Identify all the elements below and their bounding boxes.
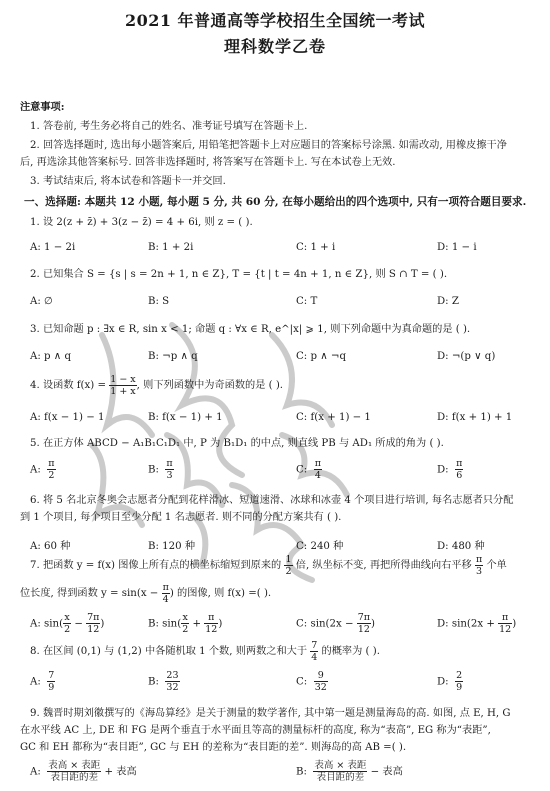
question-6-stem: 到 1 个项目, 每个项目至少分配 1 名志愿者. 则不同的分配方案共有 ( ). — [20, 512, 342, 523]
fraction-numerator: π — [166, 458, 173, 469]
option-fraction — [204, 612, 218, 635]
fraction-denominator: 9 — [48, 682, 55, 693]
question-4-option-b[interactable]: B: f(x − 1) + 1 — [148, 412, 223, 423]
option-text: ) — [218, 618, 223, 630]
option-text: C: sin(2x − — [296, 618, 357, 630]
question-1-stem: 1. 设 2(z + z̄) + 3(z − z̄) = 4 + 6i, 则 z = ( ). — [30, 217, 253, 228]
option-fraction — [455, 670, 463, 693]
stem-fraction — [284, 554, 292, 577]
option-text: ) — [371, 618, 376, 630]
option-text: + 表高 — [101, 766, 137, 778]
question-8-option-d[interactable] — [437, 670, 463, 693]
question-1-option-a[interactable]: A: 1 − 2i — [30, 242, 76, 253]
question-4-fraction — [109, 374, 136, 397]
question-2-option-d[interactable]: D: Z — [437, 296, 459, 307]
question-7-option-d[interactable] — [437, 612, 516, 635]
option-label: B: — [296, 766, 307, 778]
fraction-denominator: 6 — [456, 470, 463, 481]
option-fraction — [47, 458, 55, 481]
question-9-stem: GC 和 EH 都称为“表目距”, GC 与 EH 的差称为“表目距的差”. 则海岛的高 AB =( ). — [20, 742, 407, 753]
option-fraction — [165, 670, 179, 693]
question-7-stem-line1 — [30, 552, 507, 580]
stem-fraction — [475, 554, 483, 577]
section-heading: 一、选择题: 本题共 12 小题, 每小题 5 分, 共 60 分, 在每小题给出的四个选项中, 只有一项符合题目要求. — [24, 196, 527, 208]
fraction-numerator: x — [64, 612, 70, 623]
fraction-numerator: π — [162, 581, 169, 593]
option-text: D: sin(2x + — [437, 618, 499, 630]
question-3-option-b[interactable]: B: ¬p ∧ q — [148, 351, 198, 362]
option-fraction — [47, 670, 55, 693]
stem-text: ) 的图像, 则 f(x) =( ). — [169, 588, 272, 599]
stem-fraction — [162, 582, 170, 605]
option-fraction — [47, 760, 101, 783]
question-4-stem-post: , 则下列函数中为奇函数的是 ( ). — [136, 380, 284, 391]
question-8-option-c[interactable] — [296, 670, 328, 693]
fraction-numerator: 2 — [456, 670, 463, 681]
stem-text: 7. 把函数 y = f(x) 图像上所有点的横坐标缩短到原来的 — [30, 560, 285, 571]
fraction-denominator: 2 — [64, 624, 71, 635]
notice-heading: 注意事项: — [20, 101, 65, 113]
fraction-denominator: 12 — [499, 624, 512, 635]
question-3-option-d[interactable]: D: ¬(p ∨ q) — [437, 351, 496, 362]
fraction-numerator: π — [204, 612, 218, 624]
fraction-denominator: 32 — [166, 682, 179, 693]
question-8-option-a[interactable] — [30, 670, 55, 693]
question-3-stem: 3. 已知命题 p : ∃x ∈ R, sin x < 1; 命题 q : ∀x ∈ R, e^|x| ⩾ 1, 则下列命题中为真命题的是 ( ). — [30, 324, 471, 335]
fraction-numerator: π — [48, 458, 55, 469]
option-label: B: — [148, 464, 159, 476]
option-fraction — [63, 612, 71, 635]
option-label: B: — [148, 676, 159, 688]
fraction-denominator: 4 — [162, 593, 169, 605]
question-5-stem: 5. 在正方体 ABCD − A₁B₁C₁D₁ 中, P 为 B₁D₁ 的中点, 则直线 PB 与 AD₁ 所成的角为 ( ). — [30, 438, 444, 449]
fraction-numerator: 9 — [314, 670, 328, 682]
question-1-option-d[interactable]: D: 1 − i — [437, 242, 477, 253]
question-9-stem: 9. 魏晋时期刘徽撰写的《海岛算经》是关于测量的数学著作, 其中第一题是测量海岛的高. 如图, 点 E, H, G — [30, 708, 511, 719]
fraction-numerator: 7π — [357, 612, 371, 623]
question-1-option-b[interactable]: B: 1 + 2i — [148, 242, 194, 253]
question-6-option-a[interactable]: A: 60 种 — [30, 541, 71, 552]
fraction-numerator: 表高 × 表距 — [314, 760, 367, 771]
notice-item: 1. 答卷前, 考生务必将自己的姓名、准考证号填写在答题卡上. — [30, 121, 308, 132]
option-text: B: sin( — [148, 618, 182, 630]
fraction-numerator: π — [456, 458, 463, 469]
fraction-denominator: 表目距的差 — [50, 772, 99, 783]
fraction-numerator: π — [314, 458, 321, 469]
option-text: A: sin( — [30, 618, 64, 630]
stem-text: 位长度, 得到函数 y = sin(x − — [20, 588, 162, 599]
option-text: − 表高 — [367, 766, 403, 778]
fraction-numerator: 7π — [87, 612, 100, 623]
option-text: − — [71, 618, 87, 630]
option-label: D: — [437, 464, 449, 476]
fraction-denominator: 2 — [182, 624, 189, 635]
option-fraction — [357, 612, 371, 635]
exam-title: 2021 年普通高等学校招生全国统一考试 — [124, 11, 426, 30]
question-6-option-c[interactable]: C: 240 种 — [296, 541, 344, 552]
question-4-option-d[interactable]: D: f(x + 1) + 1 — [437, 412, 513, 423]
option-label: C: — [296, 464, 308, 476]
fraction-denominator: 4 — [314, 470, 321, 481]
option-fraction — [314, 670, 328, 693]
stem-text: 的概率为 ( ). — [318, 646, 380, 657]
fraction-denominator: 1 + x — [110, 385, 136, 397]
fraction-denominator: 2 — [48, 470, 55, 481]
question-2-option-a[interactable]: A: ∅ — [30, 296, 53, 307]
option-label: C: — [296, 676, 308, 688]
question-5-option-d[interactable] — [437, 458, 463, 481]
fraction-denominator: 9 — [456, 682, 463, 693]
question-9-option-a[interactable] — [30, 760, 137, 783]
fraction-numerator: π — [475, 553, 483, 565]
question-9-option-b[interactable] — [296, 760, 403, 783]
question-4-option-c[interactable]: C: f(x + 1) − 1 — [296, 412, 371, 423]
option-label: A: — [30, 464, 41, 476]
question-7-option-c[interactable] — [296, 612, 375, 635]
option-fraction — [165, 458, 173, 481]
fraction-denominator: 2 — [285, 565, 292, 577]
fraction-denominator: 表目距的差 — [316, 772, 365, 783]
fraction-numerator: 7 — [311, 639, 318, 651]
question-2-option-b[interactable]: B: S — [148, 296, 170, 307]
option-fraction — [314, 458, 322, 481]
option-fraction — [498, 612, 512, 635]
option-fraction — [86, 612, 100, 635]
question-7-option-b[interactable] — [148, 612, 222, 635]
fraction-numerator: 7 — [48, 670, 55, 681]
question-8-stem — [30, 638, 380, 666]
question-5-option-b[interactable] — [148, 458, 174, 481]
option-fraction — [455, 458, 463, 481]
notice-item: 后, 再选涂其他答案标号. 回答非选择题时, 将答案写在答题卡上. 写在本试卷上无效. — [20, 157, 396, 168]
question-6-option-d[interactable]: D: 480 种 — [437, 541, 485, 552]
question-5-option-c[interactable] — [296, 458, 322, 481]
notice-item: 2. 回答选择题时, 选出每小题答案后, 用铅笔把答题卡上对应题目的答案标号涂黑. 如需改动, 用橡皮擦干净 — [30, 140, 507, 151]
fraction-denominator: 12 — [357, 624, 370, 635]
fraction-denominator: 3 — [166, 470, 173, 481]
option-text: + — [189, 618, 205, 630]
option-fraction — [313, 760, 367, 783]
fraction-denominator: 4 — [311, 651, 318, 663]
option-text: ) — [100, 618, 105, 630]
question-3-option-c[interactable]: C: p ∧ ¬q — [296, 351, 346, 362]
notice-item: 3. 考试结束后, 将本试卷和答题卡一并交回. — [30, 176, 226, 187]
fraction-numerator: π — [498, 612, 512, 624]
fraction-denominator: 3 — [476, 565, 483, 577]
fraction-numerator: x — [182, 612, 188, 623]
fraction-numerator: 1 − x — [110, 373, 136, 385]
fraction-numerator: 表高 × 表距 — [48, 760, 101, 771]
question-2-option-c[interactable]: C: T — [296, 296, 318, 307]
question-4-stem — [30, 372, 283, 400]
question-1-option-c[interactable]: C: 1 + i — [296, 242, 336, 253]
question-4-option-a[interactable]: A: f(x − 1) − 1 — [30, 412, 105, 423]
question-6-option-b[interactable]: B: 120 种 — [148, 541, 196, 552]
question-6-stem: 6. 将 5 名北京冬奥会志愿者分配到花样滑冰、短道速滑、冰球和冰壶 4 个项目进行培训, 每名志愿者只分配 — [30, 495, 514, 506]
stem-text: 倍, 纵坐标不变, 再把所得曲线向右平移 — [292, 560, 475, 571]
question-3-option-a[interactable]: A: p ∧ q — [30, 351, 72, 362]
fraction-numerator: 23 — [166, 670, 179, 681]
option-label: A: — [30, 766, 41, 778]
question-4-stem-pre: 4. 设函数 f(x) = — [30, 380, 110, 391]
fraction-denominator: 12 — [87, 624, 100, 635]
option-label: A: — [30, 676, 41, 688]
question-5-option-a[interactable] — [30, 458, 56, 481]
fraction-denominator: 12 — [205, 624, 218, 635]
fraction-numerator: 1 — [285, 553, 292, 565]
question-8-option-b[interactable] — [148, 670, 180, 693]
fraction-denominator: 32 — [314, 682, 327, 693]
stem-text: 个单 — [483, 560, 507, 571]
stem-text: 8. 在区间 (0,1) 与 (1,2) 中各随机取 1 个数, 则两数之和大于 — [30, 646, 311, 657]
question-2-stem: 2. 已知集合 S = {s | s = 2n + 1, n ∈ Z}, T = {t | t = 4n + 1, n ∈ Z}, 则 S ∩ T = ( ). — [30, 269, 448, 280]
option-text: ) — [512, 618, 517, 630]
question-7-option-a[interactable] — [30, 612, 104, 635]
question-7-stem-line2 — [20, 580, 271, 608]
exam-subtitle: 理科数学乙卷 — [223, 37, 326, 56]
option-label: D: — [437, 676, 449, 688]
question-9-stem: 在水平线 AC 上, DE 和 FG 是两个垂直于水平面且等高的测量标杆的高度, 称为“表高”, EG 称为“表距”, — [20, 725, 491, 736]
